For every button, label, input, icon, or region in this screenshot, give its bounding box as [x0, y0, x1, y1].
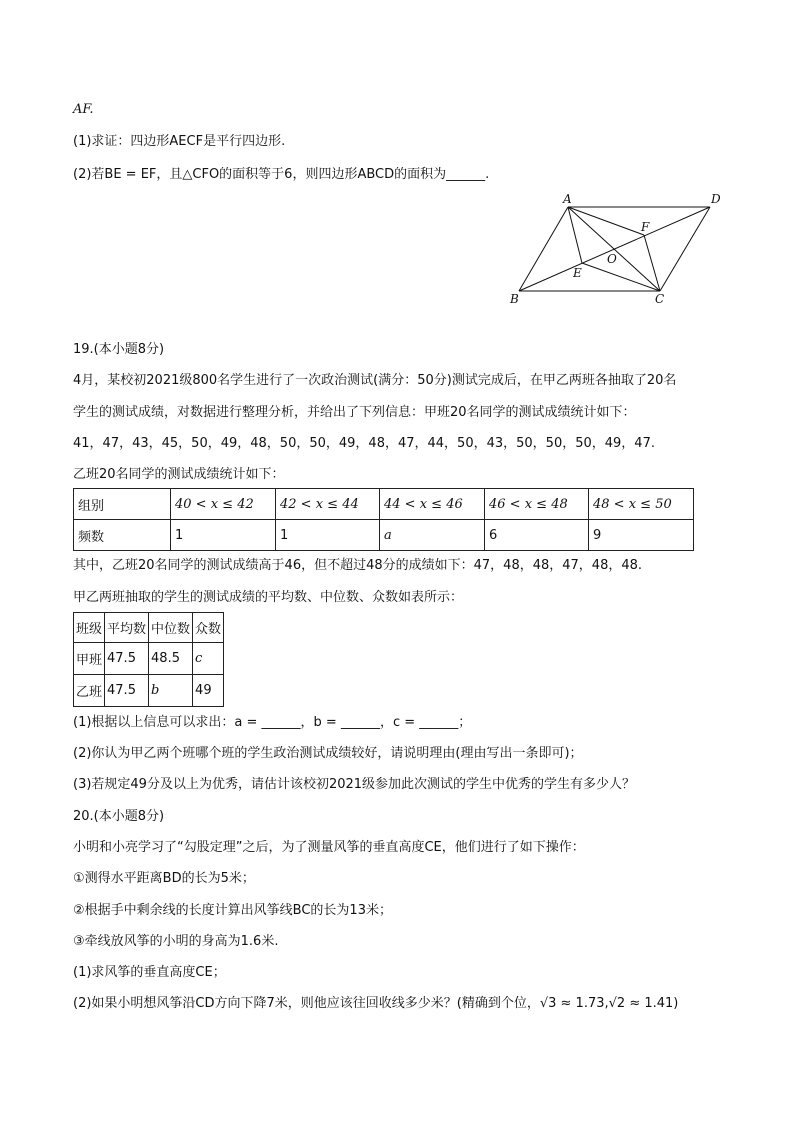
parallelogram-figure — [505, 188, 725, 308]
table-cell: 班级 — [74, 613, 105, 643]
table-cell: 6 — [485, 520, 589, 551]
q20-intro: 小明和小亮学习了“勾股定理”之后，为了测量风筝的垂直高度CE，他们进行了如下操作： — [73, 840, 585, 855]
q19-subquestion-2: (2)你认为甲乙两个班哪个班的学生政治测试成绩较好，请说明理由(理由写出一条即可)； — [73, 746, 583, 761]
table-cell: b — [149, 675, 193, 707]
label-o: O — [607, 252, 617, 266]
table-cell: 众数 — [193, 613, 224, 643]
table-cell: 47.5 — [105, 675, 149, 707]
q19-intro-line2: 学生的测试成绩，对数据进行整理分析，并给出了下列信息：甲班20名同学的测试成绩统计如下： — [73, 405, 636, 420]
label-a: A — [563, 192, 572, 206]
q20-heading: 20.(本小题8分) — [73, 809, 165, 824]
table-row — [74, 675, 224, 707]
table-cell: 44 < x ≤ 46 — [380, 489, 485, 520]
segment-ae — [568, 207, 582, 263]
table-cell: 乙班 — [74, 675, 105, 707]
q19-class-a-scores: 41，47，43，45，50，49，48，50，50，49，48，47，44，50，43，50，50，50，49，47. — [73, 436, 655, 451]
label-e: E — [573, 266, 582, 280]
q18-part2: (2)若BE = EF，且△CFO的面积等于6，则四边形ABCD的面积为______. — [73, 167, 490, 182]
table-row — [74, 643, 224, 675]
table-cell: 47.5 — [105, 643, 149, 675]
table-cell: 甲班 — [74, 643, 105, 675]
q18-continuation: AF. — [73, 102, 94, 117]
q19-class-b-note: 其中，乙班20名同学的测试成绩高于46，但不超过48分的成绩如下：47，48，48，47，48，48. — [73, 558, 643, 573]
table-cell: 平均数 — [105, 613, 149, 643]
q19-intro-line1: 4月，某校初2021级800名学生进行了一次政治测试(满分：50分)测试完成后，在甲乙两班各抽取了20名 — [73, 373, 677, 388]
q20-condition-1: ①测得水平距离BD的长为5米； — [73, 871, 255, 886]
label-d: D — [711, 192, 721, 206]
table-cell: 40 < x ≤ 42 — [171, 489, 276, 520]
table-cell: 46 < x ≤ 48 — [485, 489, 589, 520]
table-cell: 48 < x ≤ 50 — [589, 489, 694, 520]
table-cell: 1 — [171, 520, 276, 551]
side-cd — [660, 207, 710, 291]
table-cell: 频数 — [74, 520, 171, 551]
q19-subquestion-3: (3)若规定49分及以上为优秀，请估计该校初2021级参加此次测试的学生中优秀的学生有多少人？ — [73, 777, 636, 792]
statistics-table — [73, 612, 224, 707]
label-b: B — [510, 292, 519, 306]
q19-heading: 19.(本小题8分) — [73, 342, 165, 357]
table-cell: 49 — [193, 675, 224, 707]
table-cell: 9 — [589, 520, 694, 551]
table-row — [74, 489, 694, 520]
q20-condition-3: ③牵线放风筝的小明的身高为1.6米. — [73, 934, 279, 949]
table-cell: 42 < x ≤ 44 — [276, 489, 380, 520]
q20-subquestion-2: (2)如果小明想风筝沿CD方向下降7米，则他应该往回收线多少米？(精确到个位，√3 ≈ 1.73,√2 ≈ 1.41) — [73, 996, 679, 1011]
q19-table2-caption: 甲乙两班抽取的学生的测试成绩的平均数、中位数、众数如表所示： — [73, 590, 464, 605]
table-cell: 中位数 — [149, 613, 193, 643]
q19-subquestion-1: (1)根据以上信息可以求出：a = ______，b = ______，c = ______； — [73, 715, 472, 730]
table-cell: a — [380, 520, 485, 551]
table-row — [74, 613, 224, 643]
table-cell: 1 — [276, 520, 380, 551]
label-f: F — [641, 220, 650, 234]
table-cell: 组别 — [74, 489, 171, 520]
table-cell: 48.5 — [149, 643, 193, 675]
q18-part1: (1)求证：四边形AECF是平行四边形. — [73, 134, 286, 149]
table-cell: c — [193, 643, 224, 675]
label-c: C — [655, 292, 665, 306]
class-b-frequency-table — [73, 488, 694, 551]
segment-ec — [582, 263, 660, 291]
segment-fa — [568, 207, 644, 235]
segment-cf — [644, 235, 660, 291]
side-ab — [519, 207, 568, 291]
q20-subquestion-1: (1)求风筝的垂直高度CE； — [73, 965, 226, 980]
table-row — [74, 520, 694, 551]
diagonal-bd — [519, 207, 710, 291]
q20-condition-2: ②根据手中剩余线的长度计算出风筝线BC的长为13米； — [73, 903, 392, 918]
q19-table1-caption: 乙班20名同学的测试成绩统计如下： — [73, 467, 285, 482]
